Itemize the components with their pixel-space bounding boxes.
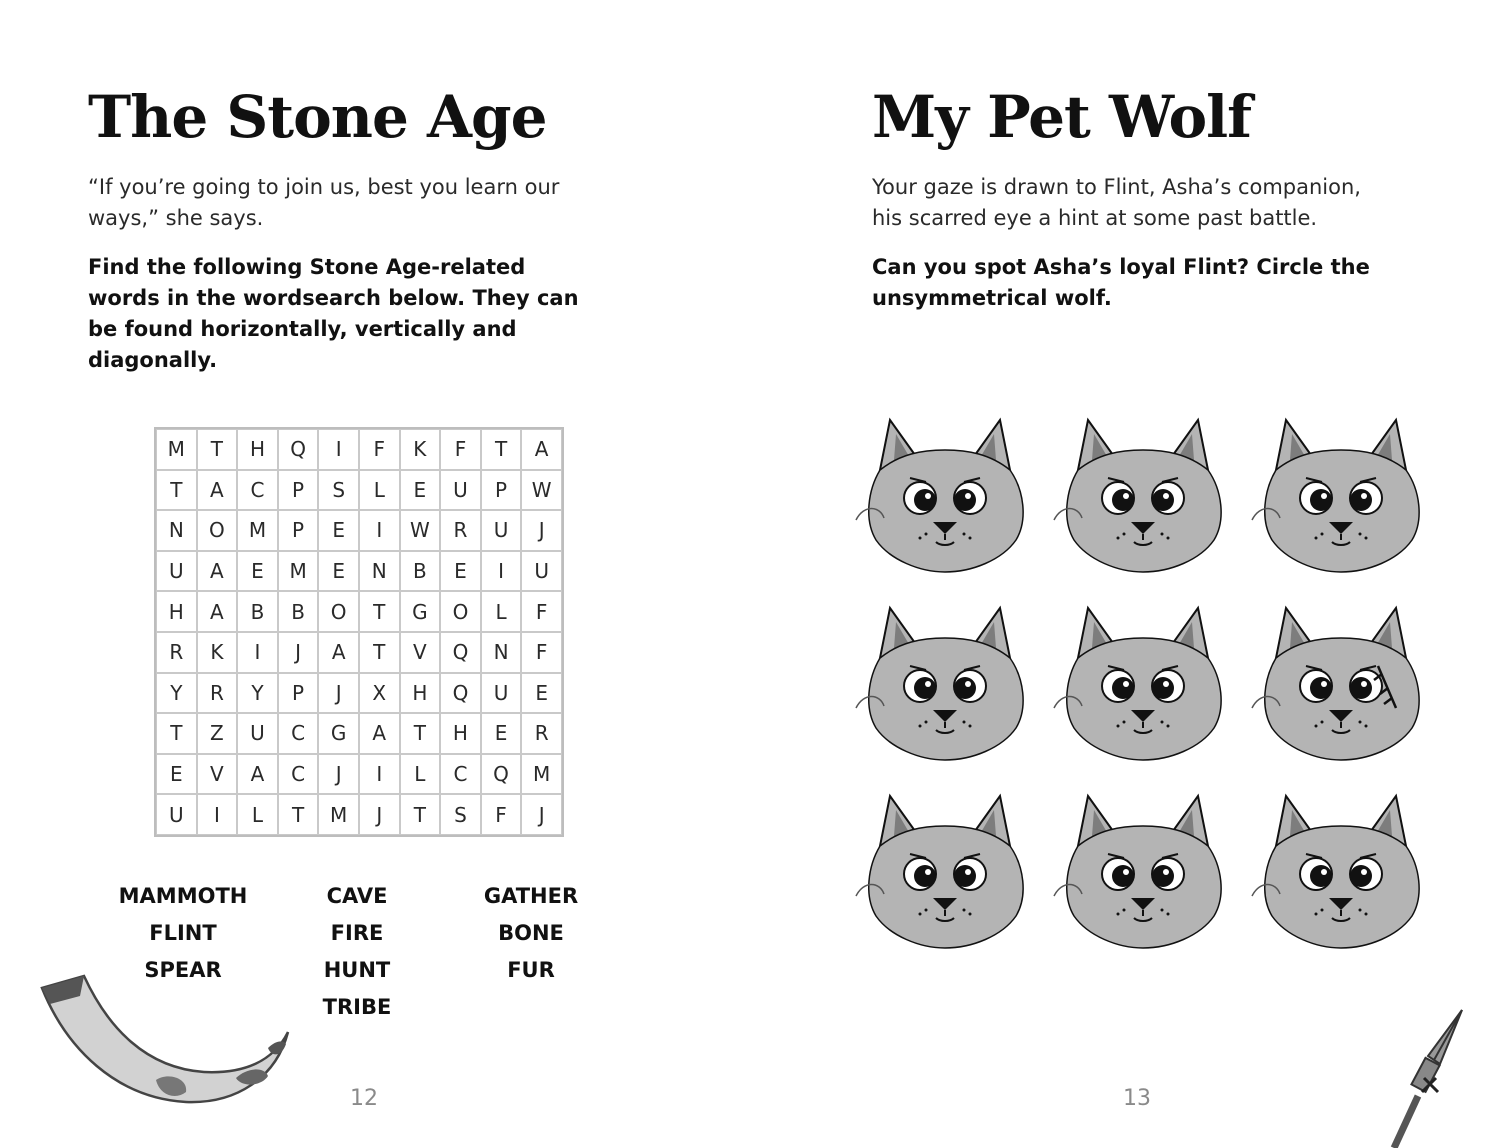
instruction-text: Can you spot Asha’s loyal Flint? Circle the unsymmetrical wolf.: [872, 255, 1370, 310]
wolf-face[interactable]: [850, 400, 1048, 588]
horn-illustration: [36, 968, 296, 1112]
grid-cell[interactable]: E: [318, 510, 359, 551]
grid-cell[interactable]: X: [359, 673, 400, 714]
word-column: [274, 878, 440, 1026]
grid-cell[interactable]: F: [359, 429, 400, 470]
word-item: MAMMOTH: [118, 884, 248, 908]
word-item: CAVE: [326, 884, 388, 908]
grid-cell[interactable]: M: [237, 510, 278, 551]
grid-cell[interactable]: I: [318, 429, 359, 470]
grid-cell[interactable]: L: [237, 794, 278, 835]
wolf-grid: [850, 400, 1444, 964]
grid-cell[interactable]: R: [521, 713, 562, 754]
wolf-face[interactable]: [1246, 400, 1444, 588]
grid-cell[interactable]: I: [359, 754, 400, 795]
grid-cell[interactable]: O: [318, 591, 359, 632]
grid-cell[interactable]: V: [400, 632, 441, 673]
grid-cell[interactable]: V: [197, 754, 238, 795]
grid-cell[interactable]: F: [481, 794, 522, 835]
grid-cell[interactable]: R: [197, 673, 238, 714]
grid-cell[interactable]: T: [400, 794, 441, 835]
grid-cell[interactable]: L: [359, 470, 400, 511]
grid-cell[interactable]: E: [237, 551, 278, 592]
grid-cell[interactable]: Y: [237, 673, 278, 714]
grid-cell[interactable]: Z: [197, 713, 238, 754]
word-item: FLINT: [149, 921, 217, 945]
grid-cell[interactable]: I: [237, 632, 278, 673]
grid-cell[interactable]: H: [156, 591, 197, 632]
grid-cell[interactable]: J: [318, 754, 359, 795]
grid-cell[interactable]: J: [278, 632, 319, 673]
word-item: BONE: [498, 921, 564, 945]
grid-cell[interactable]: H: [400, 673, 441, 714]
wolf-face[interactable]: [850, 588, 1048, 776]
grid-cell[interactable]: R: [440, 510, 481, 551]
grid-cell[interactable]: K: [400, 429, 441, 470]
grid-cell[interactable]: J: [359, 794, 400, 835]
grid-cell[interactable]: T: [400, 713, 441, 754]
grid-cell[interactable]: S: [318, 470, 359, 511]
right-page: [750, 0, 1500, 1148]
grid-cell[interactable]: T: [278, 794, 319, 835]
page-title: The Stone Age: [88, 83, 547, 151]
grid-cell[interactable]: L: [481, 591, 522, 632]
grid-cell[interactable]: Q: [481, 754, 522, 795]
grid-cell[interactable]: A: [318, 632, 359, 673]
grid-cell[interactable]: P: [278, 510, 319, 551]
page-number: 13: [1123, 1086, 1151, 1111]
wolf-face[interactable]: [1048, 400, 1246, 588]
grid-cell[interactable]: U: [156, 551, 197, 592]
wolf-face[interactable]: [1048, 588, 1246, 776]
grid-cell[interactable]: P: [278, 470, 319, 511]
instruction-text: Find the following Stone Age-related words in the wordsearch below. They can be found horizontally, vertically and diagonally.: [88, 255, 579, 372]
word-item: FUR: [507, 958, 555, 982]
grid-cell[interactable]: F: [521, 632, 562, 673]
grid-cell[interactable]: J: [521, 510, 562, 551]
grid-cell[interactable]: Q: [440, 673, 481, 714]
grid-cell[interactable]: F: [521, 591, 562, 632]
grid-cell[interactable]: Q: [440, 632, 481, 673]
grid-cell[interactable]: F: [440, 429, 481, 470]
grid-cell[interactable]: E: [400, 470, 441, 511]
grid-cell[interactable]: B: [278, 591, 319, 632]
grid-cell[interactable]: T: [481, 429, 522, 470]
grid-cell[interactable]: E: [521, 673, 562, 714]
word-item: SPEAR: [144, 958, 222, 982]
intro-text: “If you’re going to join us, best you learn our ways,” she says.: [88, 175, 560, 230]
grid-cell[interactable]: M: [521, 754, 562, 795]
grid-cell[interactable]: A: [521, 429, 562, 470]
word-item: FIRE: [330, 921, 384, 945]
grid-cell[interactable]: A: [359, 713, 400, 754]
grid-cell[interactable]: I: [197, 794, 238, 835]
grid-cell[interactable]: I: [481, 551, 522, 592]
grid-cell[interactable]: A: [197, 591, 238, 632]
grid-cell[interactable]: H: [237, 429, 278, 470]
grid-cell[interactable]: K: [197, 632, 238, 673]
wolf-face[interactable]: [1048, 776, 1246, 964]
grid-cell[interactable]: B: [237, 591, 278, 632]
grid-cell[interactable]: B: [400, 551, 441, 592]
word-item: TRIBE: [322, 995, 392, 1019]
grid-cell[interactable]: M: [156, 429, 197, 470]
grid-cell[interactable]: L: [400, 754, 441, 795]
grid-cell[interactable]: O: [440, 591, 481, 632]
grid-cell[interactable]: G: [400, 591, 441, 632]
wolf-face[interactable]: [850, 776, 1048, 964]
grid-cell[interactable]: T: [156, 713, 197, 754]
intro-text: Your gaze is drawn to Flint, Asha’s companion, his scarred eye a hint at some past battle.: [872, 175, 1361, 230]
grid-cell[interactable]: I: [359, 510, 400, 551]
grid-cell[interactable]: T: [359, 591, 400, 632]
grid-cell[interactable]: Y: [156, 673, 197, 714]
grid-cell[interactable]: M: [318, 794, 359, 835]
grid-cell[interactable]: C: [278, 754, 319, 795]
grid-cell[interactable]: T: [156, 470, 197, 511]
wolf-face[interactable]: [1246, 588, 1444, 776]
grid-cell[interactable]: W: [400, 510, 441, 551]
grid-cell[interactable]: N: [359, 551, 400, 592]
grid-cell[interactable]: E: [156, 754, 197, 795]
grid-cell[interactable]: G: [318, 713, 359, 754]
grid-cell[interactable]: S: [440, 794, 481, 835]
grid-cell[interactable]: N: [481, 632, 522, 673]
page-title: My Pet Wolf: [872, 83, 1252, 151]
grid-cell[interactable]: T: [197, 429, 238, 470]
grid-cell[interactable]: A: [197, 551, 238, 592]
grid-cell[interactable]: H: [440, 713, 481, 754]
word-item: GATHER: [483, 884, 579, 908]
word-column: [448, 878, 614, 989]
grid-cell[interactable]: U: [481, 673, 522, 714]
grid-cell[interactable]: A: [197, 470, 238, 511]
spear-illustration: [1380, 1004, 1470, 1148]
grid-cell[interactable]: E: [318, 551, 359, 592]
grid-cell[interactable]: R: [156, 632, 197, 673]
grid-cell[interactable]: C: [278, 713, 319, 754]
grid-cell[interactable]: U: [237, 713, 278, 754]
word-item: HUNT: [323, 958, 391, 982]
grid-cell[interactable]: J: [521, 794, 562, 835]
wordsearch-grid[interactable]: [154, 427, 564, 837]
grid-cell[interactable]: C: [237, 470, 278, 511]
grid-cell[interactable]: M: [278, 551, 319, 592]
grid-cell[interactable]: N: [156, 510, 197, 551]
grid-cell[interactable]: U: [481, 510, 522, 551]
grid-cell[interactable]: U: [521, 551, 562, 592]
wolf-face[interactable]: [1246, 776, 1444, 964]
grid-cell[interactable]: Q: [278, 429, 319, 470]
grid-cell[interactable]: O: [197, 510, 238, 551]
grid-cell[interactable]: U: [440, 470, 481, 511]
grid-cell[interactable]: J: [318, 673, 359, 714]
grid-cell[interactable]: A: [237, 754, 278, 795]
grid-cell[interactable]: W: [521, 470, 562, 511]
grid-cell[interactable]: T: [359, 632, 400, 673]
grid-cell[interactable]: U: [156, 794, 197, 835]
grid-cell[interactable]: P: [481, 470, 522, 511]
grid-cell[interactable]: P: [278, 673, 319, 714]
grid-cell[interactable]: C: [440, 754, 481, 795]
grid-cell[interactable]: E: [440, 551, 481, 592]
grid-cell[interactable]: E: [481, 713, 522, 754]
page-number: 12: [350, 1086, 378, 1111]
